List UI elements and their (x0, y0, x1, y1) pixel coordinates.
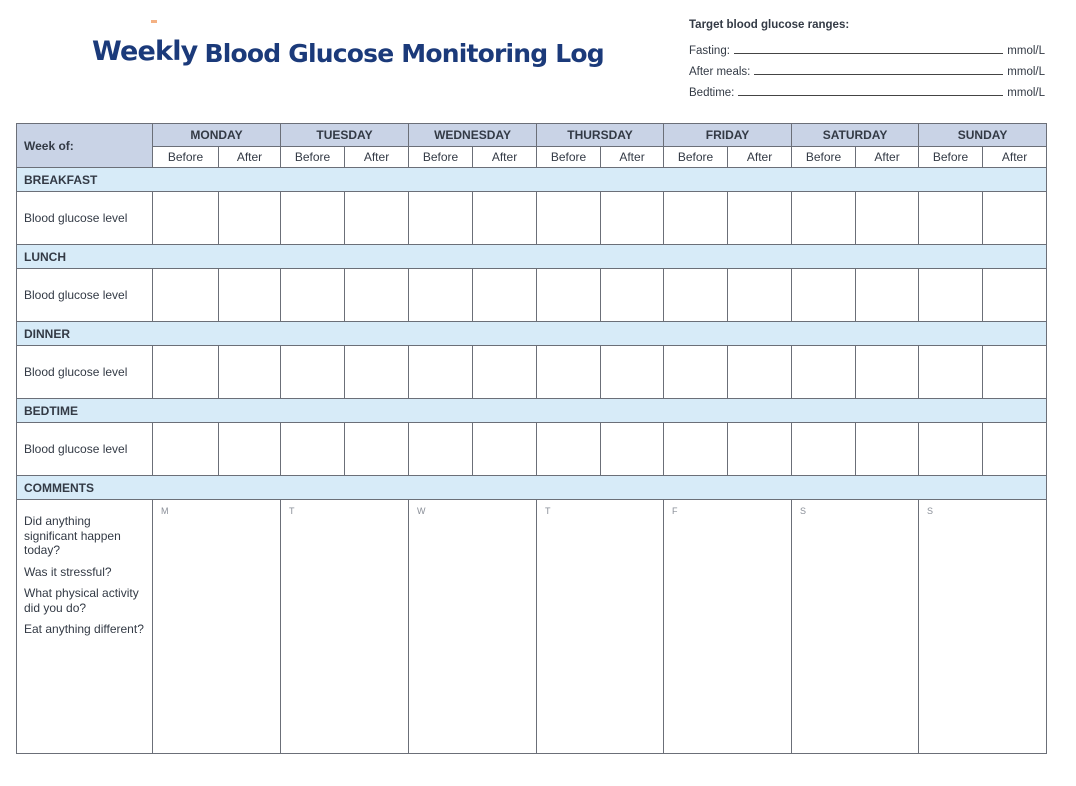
glucose-entry-cell[interactable] (219, 192, 281, 245)
day-header-row (17, 124, 1047, 147)
comment-cell[interactable] (919, 500, 1047, 754)
glucose-entry-cell[interactable] (601, 423, 664, 476)
glucose-entry-cell[interactable] (153, 192, 219, 245)
glucose-entry-row (17, 269, 1047, 322)
glucose-entry-cell[interactable] (601, 192, 664, 245)
comment-cell[interactable] (409, 500, 537, 754)
day-letter: T (545, 506, 551, 516)
after-label: After (856, 147, 919, 168)
accent-mark (151, 20, 157, 23)
section-row (17, 476, 1047, 500)
before-label: Before (281, 147, 345, 168)
glucose-entry-cell[interactable] (664, 269, 728, 322)
glucose-entry-cell[interactable] (792, 192, 856, 245)
comment-prompt: Eat anything different? (24, 622, 144, 636)
glucose-entry-cell[interactable] (345, 423, 409, 476)
after-label: After (219, 147, 281, 168)
glucose-entry-cell[interactable] (792, 423, 856, 476)
glucose-entry-cell[interactable] (537, 192, 601, 245)
section-heading: LUNCH (17, 245, 1047, 269)
section-row (17, 399, 1047, 423)
glucose-entry-cell[interactable] (537, 423, 601, 476)
glucose-entry-cell[interactable] (601, 269, 664, 322)
glucose-entry-cell[interactable] (345, 346, 409, 399)
day-header: WEDNESDAY (409, 124, 537, 147)
section-row (17, 168, 1047, 192)
before-label: Before (792, 147, 856, 168)
after-label: After (983, 147, 1047, 168)
glucose-entry-cell[interactable] (473, 192, 537, 245)
comments-row (17, 500, 1047, 754)
day-letter: T (289, 506, 295, 516)
glucose-entry-cell[interactable] (473, 423, 537, 476)
glucose-entry-cell[interactable] (919, 269, 983, 322)
target-ranges (689, 19, 1045, 100)
glucose-entry-cell[interactable] (919, 346, 983, 399)
glucose-entry-cell[interactable] (537, 346, 601, 399)
glucose-entry-cell[interactable] (728, 346, 792, 399)
row-label: Blood glucose level (17, 423, 153, 476)
comment-prompt: Was it stressful? (24, 564, 112, 579)
before-label: Before (919, 147, 983, 168)
glucose-entry-cell[interactable] (728, 192, 792, 245)
glucose-entry-cell[interactable] (983, 423, 1047, 476)
glucose-entry-cell[interactable] (664, 423, 728, 476)
before-label: Before (409, 147, 473, 168)
day-letter: M (161, 506, 169, 516)
glucose-entry-cell[interactable] (856, 269, 919, 322)
glucose-entry-cell[interactable] (983, 269, 1047, 322)
day-header: SATURDAY (792, 124, 919, 147)
target-label: Bedtime: (689, 87, 735, 99)
target-row-fasting (689, 37, 1045, 58)
target-unit: mmol/L (1007, 45, 1045, 57)
comment-prompts (17, 500, 153, 754)
glucose-entry-cell[interactable] (473, 346, 537, 399)
glucose-entry-cell[interactable] (153, 423, 219, 476)
target-ranges-heading: Target blood glucose ranges: (689, 19, 850, 31)
comments-heading: COMMENTS (17, 476, 1047, 500)
after-label: After (728, 147, 792, 168)
day-letter: S (927, 506, 934, 516)
section-heading: BEDTIME (17, 399, 1047, 423)
row-label: Blood glucose level (17, 269, 153, 322)
day-header: TUESDAY (281, 124, 409, 147)
glucose-entry-cell[interactable] (409, 346, 473, 399)
before-label: Before (664, 147, 728, 168)
comment-cell[interactable] (537, 500, 664, 754)
row-label: Blood glucose level (17, 192, 153, 245)
target-unit: mmol/L (1007, 66, 1045, 78)
fill-in-line[interactable] (738, 95, 1003, 96)
glucose-entry-cell[interactable] (792, 269, 856, 322)
glucose-entry-cell[interactable] (153, 269, 219, 322)
glucose-entry-cell[interactable] (792, 346, 856, 399)
comment-prompt: Did anything significant happen today? (24, 514, 121, 557)
after-label: After (601, 147, 664, 168)
section-row (17, 322, 1047, 346)
glucose-entry-row (17, 192, 1047, 245)
section-heading: BREAKFAST (17, 168, 1047, 192)
target-unit: mmol/L (1007, 87, 1045, 99)
comment-cell[interactable] (281, 500, 409, 754)
glucose-entry-cell[interactable] (856, 423, 919, 476)
glucose-entry-cell[interactable] (345, 269, 409, 322)
glucose-entry-cell[interactable] (919, 423, 983, 476)
glucose-entry-cell[interactable] (856, 192, 919, 245)
section-heading: DINNER (17, 322, 1047, 346)
glucose-entry-cell[interactable] (281, 192, 345, 245)
glucose-log-table (16, 123, 1047, 754)
target-row-bedtime (689, 79, 1045, 100)
glucose-entry-cell[interactable] (281, 423, 345, 476)
glucose-entry-cell[interactable] (856, 346, 919, 399)
day-letter: F (672, 506, 678, 516)
before-after-row (17, 147, 1047, 168)
target-row-after-meals (689, 58, 1045, 79)
glucose-entry-cell[interactable] (345, 192, 409, 245)
glucose-entry-cell[interactable] (537, 269, 601, 322)
day-header: FRIDAY (664, 124, 792, 147)
target-label: After meals: (689, 66, 751, 78)
glucose-entry-cell[interactable] (219, 346, 281, 399)
day-header: THURSDAY (537, 124, 664, 147)
comment-prompt: What physical activity did you do? (24, 586, 139, 615)
glucose-entry-cell[interactable] (409, 423, 473, 476)
day-header: MONDAY (153, 124, 281, 147)
glucose-entry-cell[interactable] (919, 192, 983, 245)
title-rest: Blood Glucose Monitoring Log (204, 39, 604, 68)
page-title (92, 38, 604, 69)
week-of-label: Week of: (17, 124, 153, 168)
glucose-entry-row (17, 346, 1047, 399)
glucose-entry-cell[interactable] (281, 346, 345, 399)
day-header: SUNDAY (919, 124, 1047, 147)
glucose-entry-cell[interactable] (664, 346, 728, 399)
day-letter: W (417, 506, 426, 516)
glucose-entry-cell[interactable] (983, 192, 1047, 245)
before-label: Before (537, 147, 601, 168)
glucose-entry-cell[interactable] (728, 423, 792, 476)
glucose-entry-cell[interactable] (219, 423, 281, 476)
title-weekly: Weekly (92, 36, 198, 67)
glucose-entry-cell[interactable] (601, 346, 664, 399)
glucose-entry-cell[interactable] (281, 269, 345, 322)
fill-in-line[interactable] (754, 74, 1003, 75)
target-label: Fasting: (689, 45, 730, 57)
glucose-entry-cell[interactable] (473, 269, 537, 322)
glucose-entry-row (17, 423, 1047, 476)
glucose-entry-cell[interactable] (664, 192, 728, 245)
glucose-entry-cell[interactable] (219, 269, 281, 322)
before-label: Before (153, 147, 219, 168)
comment-cell[interactable] (153, 500, 281, 754)
glucose-entry-cell[interactable] (409, 192, 473, 245)
glucose-entry-cell[interactable] (728, 269, 792, 322)
comment-cell[interactable] (792, 500, 919, 754)
day-letter: S (800, 506, 807, 516)
after-label: After (345, 147, 409, 168)
fill-in-line[interactable] (734, 53, 1003, 54)
section-row (17, 245, 1047, 269)
after-label: After (473, 147, 537, 168)
glucose-entry-cell[interactable] (153, 346, 219, 399)
glucose-entry-cell[interactable] (983, 346, 1047, 399)
row-label: Blood glucose level (17, 346, 153, 399)
glucose-entry-cell[interactable] (409, 269, 473, 322)
comment-cell[interactable] (664, 500, 792, 754)
